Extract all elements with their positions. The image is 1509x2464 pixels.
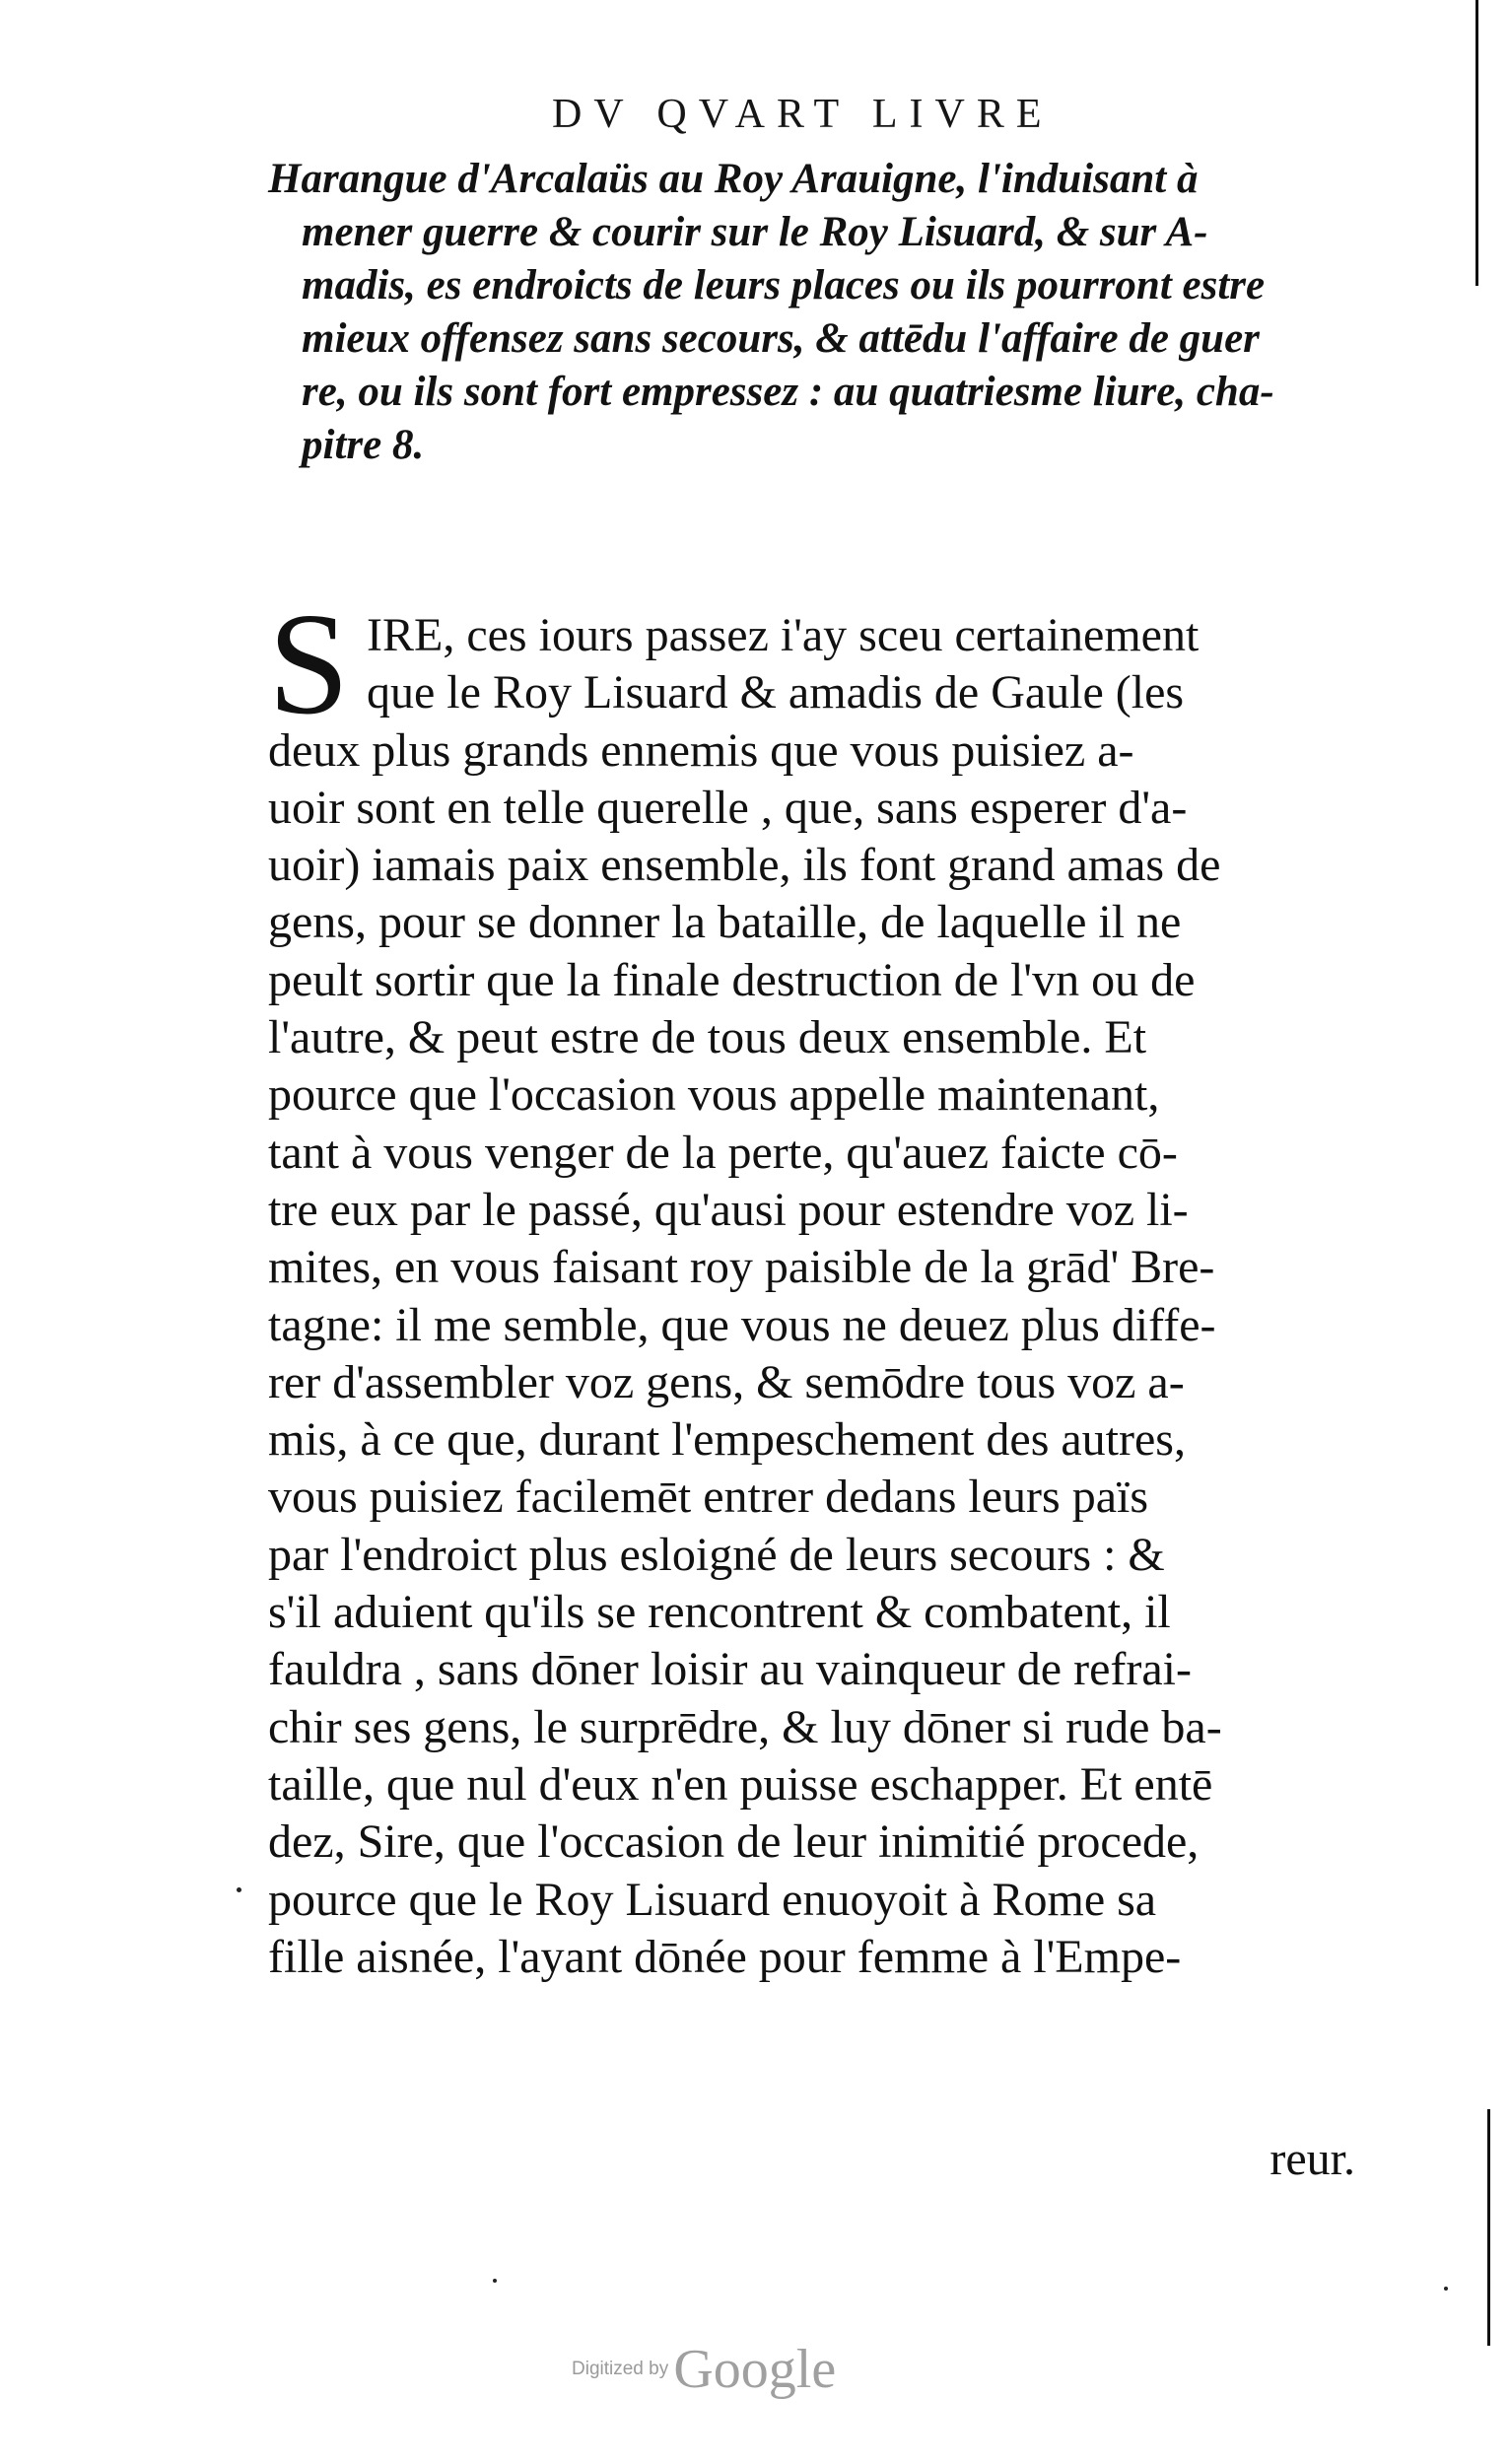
body-line: pource que l'occasion vous appelle maintenant, xyxy=(268,1068,1160,1122)
body-line: s'il aduient qu'ils se rencontrent & combatent, il xyxy=(268,1586,1171,1639)
page-edge-top-right xyxy=(1475,0,1478,286)
google-logo: Google xyxy=(673,2339,837,2400)
body-line: gens, pour se donner la bataille, de laquelle il ne xyxy=(268,896,1182,949)
watermark-prefix: Digitized by xyxy=(572,2359,669,2379)
summary-line: re, ou ils sont fort empressez : au quatriesme liure, cha- xyxy=(302,369,1274,415)
summary-line: Harangue d'Arcalaüs au Roy Arauigne, l'induisant à xyxy=(268,156,1199,202)
body-line: l'autre, & peut estre de tous deux ensemble. Et xyxy=(268,1011,1147,1064)
body-line: tre eux par le passé, qu'ausi pour estendre voz li- xyxy=(268,1183,1189,1236)
summary-line: mener guerre & courir sur le Roy Lisuard, & sur A- xyxy=(302,209,1208,255)
body-line: mis, à ce que, durant l'empeschement des autres, xyxy=(268,1413,1186,1467)
summary-line: pitre 8. xyxy=(302,422,425,468)
body-line: pource que le Roy Lisuard enuoyoit à Rome sa xyxy=(268,1873,1157,1926)
scan-speck xyxy=(237,1887,241,1892)
body-line: IRE, ces iours passez i'ay sceu certainement xyxy=(367,609,1200,661)
body-line: vous puisiez facilemēt entrer dedans leurs païs xyxy=(268,1471,1149,1524)
drop-capital: S xyxy=(268,583,350,745)
running-head: DV QVART LIVRE xyxy=(552,92,1054,137)
body-line: uoir) iamais paix ensemble, ils font grand amas de xyxy=(268,839,1221,892)
body-line: uoir sont en telle querelle , que, sans esperer d'a- xyxy=(268,781,1188,834)
body-text xyxy=(268,607,1372,1986)
body-line: mites, en vous faisant roy paisible de la grād' Bre- xyxy=(268,1241,1215,1294)
scan-speck xyxy=(493,2279,497,2283)
page-edge-bottom-right xyxy=(1487,2109,1490,2346)
body-line: taille, que nul d'eux n'en puisse eschapper. Et entē xyxy=(268,1757,1213,1811)
body-line: peult sortir que la finale destruction de l'vn ou de xyxy=(268,953,1196,1006)
summary-line: mieux offensez sans secours, & attēdu l'affaire de guer xyxy=(302,315,1260,362)
body-line: chir ses gens, le surprēdre, & luy dōner si rude ba- xyxy=(268,1700,1222,1753)
summary-line: madis, es endroicts de leurs places ou ils pourront estre xyxy=(302,262,1266,308)
body-line: fille aisnée, l'ayant dōnée pour femme à l'Empe- xyxy=(268,1930,1182,1983)
body-line: dez, Sire, que l'occasion de leur inimitié procede, xyxy=(268,1815,1200,1869)
body-line: deux plus grands ennemis que vous puisiez a- xyxy=(268,723,1134,777)
body-line: que le Roy Lisuard & amadis de Gaule (les xyxy=(367,666,1185,719)
body-line: par l'endroict plus esloigné de leurs secours : & xyxy=(268,1528,1165,1581)
body-line: tant à vous venger de la perte, qu'auez faicte cō- xyxy=(268,1126,1178,1179)
catchword: reur. xyxy=(1269,2133,1355,2185)
body-line: fauldra , sans dōner loisir au vainqueur de refrai- xyxy=(268,1643,1192,1696)
scan-speck xyxy=(1444,2287,1448,2291)
chapter-summary xyxy=(268,153,1362,472)
body-line: tagne: il me semble, que vous ne deuez plus diffe- xyxy=(268,1298,1216,1351)
body-line: rer d'assembler voz gens, & semōdre tous voz a- xyxy=(268,1355,1185,1408)
digitization-watermark xyxy=(572,2338,836,2401)
